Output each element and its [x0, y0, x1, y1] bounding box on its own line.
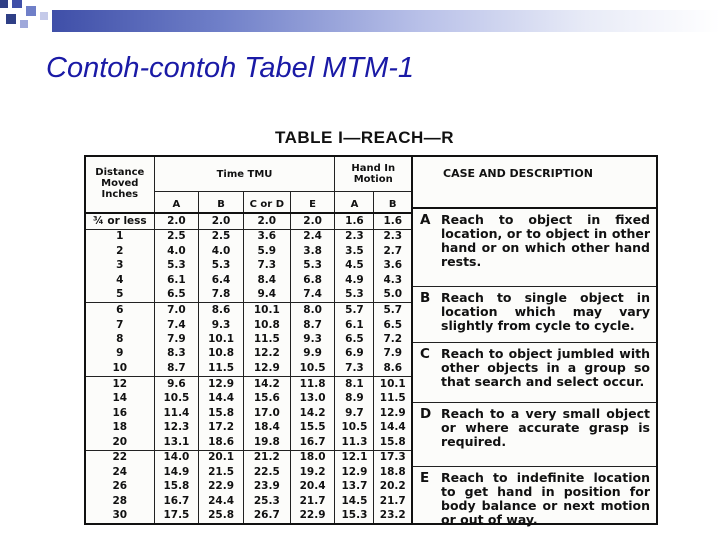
tmu-cell: 9.7 [335, 406, 374, 420]
table-row [86, 406, 412, 420]
tmu-cell: 5.9 [243, 244, 290, 258]
distance-cell: 3 [86, 259, 154, 273]
tmu-cell: 7.0 [154, 303, 199, 318]
tmu-cell: 10.1 [199, 332, 244, 346]
table-row [86, 465, 412, 479]
tmu-cell: 18.8 [374, 465, 412, 479]
tmu-cell: 22.9 [290, 508, 335, 523]
tmu-cell: 20.2 [374, 480, 412, 494]
table-row [86, 318, 412, 332]
table-row [86, 332, 412, 346]
tmu-cell: 23.9 [243, 480, 290, 494]
tmu-cell: 18.6 [199, 435, 244, 450]
tmu-cell: 14.2 [290, 406, 335, 420]
distance-cell: 24 [86, 465, 154, 479]
tmu-cell: 2.4 [290, 229, 335, 244]
tmu-cell: 15.8 [199, 406, 244, 420]
table-row [86, 303, 412, 318]
decor-square [0, 0, 8, 8]
tmu-cell: 15.8 [154, 480, 199, 494]
tmu-cell: 12.9 [335, 465, 374, 479]
tmu-cell: 10.5 [335, 420, 374, 434]
tmu-cell: 11.3 [335, 435, 374, 450]
tmu-cell: 21.2 [243, 450, 290, 465]
tmu-cell: 2.3 [374, 229, 412, 244]
tmu-cell: 12.1 [335, 450, 374, 465]
distance-cell: 9 [86, 347, 154, 361]
tmu-cell: 10.5 [290, 361, 335, 376]
tmu-cell: 20.1 [199, 450, 244, 465]
tmu-cell: 5.3 [290, 259, 335, 273]
table-row [86, 361, 412, 376]
tmu-cell: 14.4 [199, 392, 244, 406]
tmu-cell: 8.1 [335, 376, 374, 391]
case-text: Reach to object jumbled with other objects in a group so that search and select occur. [441, 346, 650, 389]
tmu-cell: 16.7 [154, 494, 199, 508]
tmu-cell: 8.0 [290, 303, 335, 318]
tmu-cell: 12.2 [243, 347, 290, 361]
tmu-cell: 6.8 [290, 273, 335, 287]
tmu-cell: 2.0 [243, 213, 290, 229]
tmu-cell: 21.5 [199, 465, 244, 479]
tmu-cell: 17.3 [374, 450, 412, 465]
case-d [413, 403, 656, 467]
tmu-cell: 22.5 [243, 465, 290, 479]
tmu-cell: 6.9 [335, 347, 374, 361]
tmu-cell: 3.6 [374, 259, 412, 273]
distance-cell: 18 [86, 420, 154, 434]
tmu-cell: 15.3 [335, 508, 374, 523]
tmu-cell: 17.0 [243, 406, 290, 420]
distance-cell: 20 [86, 435, 154, 450]
tmu-cell: 12.9 [243, 361, 290, 376]
distance-cell: 28 [86, 494, 154, 508]
table-row [86, 259, 412, 273]
tmu-cell: 7.9 [374, 347, 412, 361]
tmu-cell: 9.3 [199, 318, 244, 332]
tmu-cell: 8.6 [374, 361, 412, 376]
tmu-cell: 8.3 [154, 347, 199, 361]
header-case-description: CASE AND DESCRIPTION [413, 157, 656, 209]
decor-square [20, 20, 28, 28]
table-row [86, 244, 412, 258]
tmu-cell: 15.5 [290, 420, 335, 434]
decor-square [6, 14, 16, 24]
tmu-cell: 10.8 [199, 347, 244, 361]
tmu-cell: 7.8 [199, 288, 244, 303]
tmu-cell: 13.7 [335, 480, 374, 494]
tmu-cell: 2.0 [154, 213, 199, 229]
tmu-cell: 3.8 [290, 244, 335, 258]
distance-cell: 10 [86, 361, 154, 376]
tmu-cell: 9.6 [154, 376, 199, 391]
header-col-e: E [290, 192, 335, 214]
tmu-cell: 8.9 [335, 392, 374, 406]
tmu-cell: 11.5 [374, 392, 412, 406]
tmu-cell: 14.5 [335, 494, 374, 508]
tmu-cell: 16.7 [290, 435, 335, 450]
tmu-cell: 5.7 [374, 303, 412, 318]
tmu-cell: 2.5 [199, 229, 244, 244]
tmu-cell: 15.6 [243, 392, 290, 406]
header-col-a: A [154, 192, 199, 214]
table-row [86, 273, 412, 287]
case-c [413, 343, 656, 403]
tmu-cell: 5.7 [335, 303, 374, 318]
tmu-cell: 10.1 [374, 376, 412, 391]
table-row [86, 376, 412, 391]
case-text: Reach to indefinite location to get hand in position for body balance or next motion or out of way. [441, 470, 650, 527]
case-letter: C [420, 346, 430, 362]
tmu-cell: 12.3 [154, 420, 199, 434]
table-row [86, 288, 412, 303]
tmu-cell: 20.4 [290, 480, 335, 494]
distance-cell: 26 [86, 480, 154, 494]
tmu-cell: 1.6 [335, 213, 374, 229]
tmu-cell: 25.8 [199, 508, 244, 523]
header-hand-in-motion: Hand In Motion [335, 157, 412, 192]
tmu-cell: 11.4 [154, 406, 199, 420]
tmu-cell: 12.9 [374, 406, 412, 420]
tmu-cell: 14.2 [243, 376, 290, 391]
table-caption: TABLE I—REACH—R [275, 128, 455, 147]
tmu-cell: 2.3 [335, 229, 374, 244]
tmu-cell: 22.9 [199, 480, 244, 494]
tmu-cell: 11.8 [290, 376, 335, 391]
tmu-cell: 10.8 [243, 318, 290, 332]
distance-cell: 22 [86, 450, 154, 465]
table-row [86, 435, 412, 450]
title-gradient-bar [52, 10, 720, 32]
table-row [86, 480, 412, 494]
table-row [86, 450, 412, 465]
table-row [86, 392, 412, 406]
table-row [86, 494, 412, 508]
tmu-cell: 12.9 [199, 376, 244, 391]
distance-cell: 2 [86, 244, 154, 258]
tmu-cell: 19.2 [290, 465, 335, 479]
tmu-cell: 7.3 [243, 259, 290, 273]
table-row [86, 347, 412, 361]
header-hand-b: B [374, 192, 412, 214]
tmu-cell: 2.0 [290, 213, 335, 229]
case-letter: A [420, 212, 431, 228]
distance-cell: 5 [86, 288, 154, 303]
tmu-cell: 2.5 [154, 229, 199, 244]
header-col-c-or-d: C or D [243, 192, 290, 214]
tmu-cell: 21.7 [374, 494, 412, 508]
tmu-cell: 10.5 [154, 392, 199, 406]
tmu-cell: 5.0 [374, 288, 412, 303]
distance-cell: 4 [86, 273, 154, 287]
tmu-cell: 13.1 [154, 435, 199, 450]
tmu-cell: 10.1 [243, 303, 290, 318]
table-row [86, 229, 412, 244]
tmu-cell: 6.1 [154, 273, 199, 287]
tmu-table [86, 157, 413, 523]
tmu-cell: 11.5 [243, 332, 290, 346]
tmu-cell: 17.2 [199, 420, 244, 434]
distance-cell: 8 [86, 332, 154, 346]
case-e [413, 467, 656, 527]
distance-cell: 7 [86, 318, 154, 332]
case-description-panel [413, 157, 656, 527]
tmu-cell: 3.6 [243, 229, 290, 244]
tmu-cell: 9.3 [290, 332, 335, 346]
tmu-cell: 6.5 [374, 318, 412, 332]
tmu-cell: 19.8 [243, 435, 290, 450]
tmu-cell: 4.0 [154, 244, 199, 258]
tmu-cell: 4.3 [374, 273, 412, 287]
tmu-cell: 23.2 [374, 508, 412, 523]
tmu-cell: 4.5 [335, 259, 374, 273]
distance-cell: 16 [86, 406, 154, 420]
header-time-tmu: Time TMU [154, 157, 335, 192]
case-text: Reach to single object in location which may vary slightly from cycle to cycle. [441, 290, 650, 333]
header-hand-a: A [335, 192, 374, 214]
distance-cell: 1 [86, 229, 154, 244]
tmu-cell: 21.7 [290, 494, 335, 508]
case-text: Reach to a very small object or where accurate grasp is required. [441, 406, 650, 449]
tmu-cell: 7.9 [154, 332, 199, 346]
table-row [86, 420, 412, 434]
tmu-cell: 5.3 [199, 259, 244, 273]
tmu-cell: 11.5 [199, 361, 244, 376]
tmu-cell: 3.5 [335, 244, 374, 258]
tmu-cell: 18.0 [290, 450, 335, 465]
tmu-cell: 8.7 [154, 361, 199, 376]
tmu-cell: 2.7 [374, 244, 412, 258]
tmu-cell: 1.6 [374, 213, 412, 229]
table-row [86, 213, 412, 229]
tmu-cell: 8.7 [290, 318, 335, 332]
tmu-cell: 5.3 [154, 259, 199, 273]
distance-cell: ¾ or less [86, 213, 154, 229]
tmu-cell: 9.4 [243, 288, 290, 303]
tmu-cell: 14.0 [154, 450, 199, 465]
decor-square [12, 0, 22, 8]
slide-title: Contoh-contoh Tabel MTM-1 [46, 52, 415, 84]
tmu-cell: 14.4 [374, 420, 412, 434]
tmu-cell: 25.3 [243, 494, 290, 508]
tmu-cell: 26.7 [243, 508, 290, 523]
distance-cell: 6 [86, 303, 154, 318]
case-letter: E [420, 470, 430, 486]
tmu-cell: 4.9 [335, 273, 374, 287]
tmu-cell: 7.2 [374, 332, 412, 346]
tmu-cell: 6.5 [335, 332, 374, 346]
case-b [413, 287, 656, 343]
table-row [86, 508, 412, 523]
reach-table [84, 155, 658, 525]
header-col-b: B [199, 192, 244, 214]
tmu-cell: 13.0 [290, 392, 335, 406]
decor-square [26, 6, 36, 16]
tmu-cell: 4.0 [199, 244, 244, 258]
tmu-cell: 6.1 [335, 318, 374, 332]
distance-cell: 14 [86, 392, 154, 406]
tmu-cell: 7.4 [290, 288, 335, 303]
tmu-cell: 15.8 [374, 435, 412, 450]
tmu-table-body [86, 213, 412, 523]
case-letter: B [420, 290, 431, 306]
decor-square [40, 12, 48, 20]
case-text: Reach to object in fixed location, or to object in other hand or on which other hand rests. [441, 212, 650, 269]
tmu-cell: 8.6 [199, 303, 244, 318]
tmu-cell: 17.5 [154, 508, 199, 523]
tmu-cell: 18.4 [243, 420, 290, 434]
distance-cell: 30 [86, 508, 154, 523]
tmu-cell: 7.4 [154, 318, 199, 332]
tmu-cell: 5.3 [335, 288, 374, 303]
tmu-cell: 9.9 [290, 347, 335, 361]
tmu-cell: 7.3 [335, 361, 374, 376]
tmu-cell: 24.4 [199, 494, 244, 508]
tmu-cell: 6.5 [154, 288, 199, 303]
tmu-cell: 2.0 [199, 213, 244, 229]
distance-cell: 12 [86, 376, 154, 391]
tmu-cell: 8.4 [243, 273, 290, 287]
tmu-cell: 14.9 [154, 465, 199, 479]
header-distance: Distance Moved Inches [86, 157, 154, 213]
case-a [413, 209, 656, 287]
case-letter: D [420, 406, 432, 422]
tmu-cell: 6.4 [199, 273, 244, 287]
